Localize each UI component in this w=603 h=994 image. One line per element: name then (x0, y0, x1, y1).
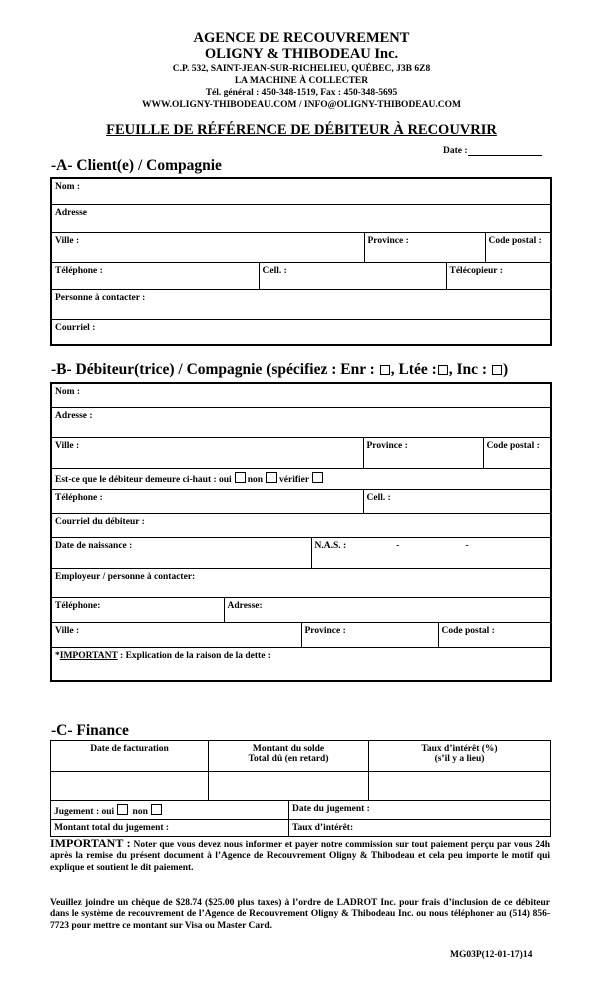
employer-postal-field[interactable]: Code postal : (438, 622, 551, 647)
debtor-table (50, 382, 552, 682)
agency-web: WWW.OLIGNY-THIBODEAU.COM / INFO@OLIGNY-THIBODEAU.COM (142, 100, 461, 110)
client-fax-field[interactable]: Télécopieur : (446, 262, 551, 289)
section-c-title: -C- Finance (51, 722, 129, 739)
debtor-postal-field[interactable]: Code postal : (483, 437, 551, 468)
agency-address: C.P. 532, SAINT-JEAN-SUR-RICHELIEU, QUÉBEC, J3B 6Z8 (172, 64, 431, 74)
lives-no-label: non (247, 474, 264, 485)
client-province-field[interactable]: Province : (364, 232, 485, 262)
finance-table (50, 740, 551, 837)
sin-dash-1: - (396, 540, 400, 551)
interest-header (369, 741, 551, 772)
interest-header-2: (s’il y a lieu) (434, 754, 485, 764)
debtor-city-field[interactable]: Ville : (51, 437, 363, 468)
debtor-email-field[interactable]: Courriel du débiteur : (51, 513, 551, 537)
agency-name: AGENCE DE RECOUVREMENT (193, 30, 410, 46)
ltee-label: , Ltée : (390, 361, 437, 378)
billing-date-field[interactable] (51, 772, 209, 801)
enr-checkbox[interactable] (380, 365, 390, 375)
judgment-date-field[interactable]: Date du jugement : (289, 801, 551, 820)
sin-dash-2: - (465, 540, 469, 551)
form-code: MG03P(12-01-17)14 (450, 950, 533, 960)
client-cell-field[interactable]: Cell. : (259, 262, 446, 289)
agency-slogan: LA MACHINE À COLLECTER (234, 76, 369, 86)
balance-header-1: Montant du solde (252, 744, 325, 754)
lives-verify-label: vérifier (279, 474, 310, 485)
employer-province-field[interactable]: Province : (301, 622, 438, 647)
client-contact-field[interactable]: Personne à contacter : (51, 289, 551, 319)
section-b-title (51, 361, 508, 379)
section-b-close: ) (502, 361, 509, 378)
inc-label: , Inc : (448, 361, 488, 378)
company-name: OLIGNY & THIBODEAU Inc. (204, 46, 399, 62)
debt-reason-field[interactable] (51, 647, 551, 681)
important-notice (50, 838, 550, 874)
client-table (50, 177, 552, 346)
judgment-row (51, 801, 289, 820)
client-address-field[interactable]: Adresse (51, 204, 551, 232)
form-title: FEUILLE DE RÉFÉRENCE DE DÉBITEUR À RECOUVRIR (106, 122, 497, 138)
lives-no-checkbox[interactable] (266, 472, 277, 483)
debtor-sin-field[interactable] (311, 537, 551, 568)
lives-yes-checkbox[interactable] (235, 472, 246, 483)
debt-reason-important: IMPORTANT (59, 650, 118, 661)
section-a-title: -A- Client(e) / Compagnie (51, 157, 222, 174)
client-phone-field[interactable]: Téléphone : (51, 262, 259, 289)
judgment-amount-field[interactable]: Montant total du jugement : (51, 820, 289, 837)
debtor-name-field[interactable]: Nom : (51, 383, 551, 407)
debtor-employer-field[interactable]: Employeur / personne à contacter: (51, 568, 551, 597)
billing-date-header: Date de facturation (51, 741, 209, 772)
section-b-title-start: -B- Débiteur(trice) / Compagnie (spécifiez : Enr : (51, 361, 375, 378)
balance-header-2: Total dû (en retard) (248, 754, 329, 764)
client-name-field[interactable]: Nom : (51, 178, 551, 204)
date-label: Date : (443, 146, 468, 156)
client-postal-field[interactable]: Code postal : (485, 232, 551, 262)
debtor-lives-row (51, 468, 551, 489)
lives-verify-checkbox[interactable] (312, 472, 323, 483)
client-city-field[interactable]: Ville : (51, 232, 364, 262)
judgment-interest-field[interactable]: Taux d’intérêt: (289, 820, 551, 837)
judgment-yes-checkbox[interactable] (117, 804, 128, 815)
date-field[interactable] (443, 146, 542, 156)
employer-city-field[interactable]: Ville : (51, 622, 301, 647)
interest-field[interactable] (369, 772, 551, 801)
ltee-checkbox[interactable] (438, 365, 448, 375)
judgment-yes-label: Jugement : oui (54, 807, 115, 817)
judgment-no-label: non (132, 807, 148, 817)
debtor-province-field[interactable]: Province : (363, 437, 483, 468)
debtor-lives-question: Est-ce que le débiteur demeure ci-haut : oui (55, 474, 232, 485)
debtor-birthdate-field[interactable]: Date de naissance : (51, 537, 311, 568)
important-notice-text: Noter que vous devez nous informer et payer notre commission sur tout paiement perçu par vous 24h après la remise du présent document à l’Agence de Recouvrement Oligny & Thibodeau et cela peu importe le motif qui explique et soutient le dit paiement. (50, 840, 550, 873)
sin-label: N.A.S. : (314, 540, 347, 551)
employer-address-field[interactable]: Adresse: (224, 597, 551, 622)
debtor-phone-field[interactable]: Téléphone : (51, 489, 363, 513)
important-notice-label: IMPORTANT : (50, 836, 131, 850)
client-email-field[interactable]: Courriel : (51, 319, 551, 345)
debtor-cell-field[interactable]: Cell. : (363, 489, 551, 513)
balance-header (209, 741, 369, 772)
debt-reason-label: : Explication de la raison de la dette : (117, 650, 271, 661)
balance-field[interactable] (209, 772, 369, 801)
employer-phone-field[interactable]: Téléphone: (51, 597, 224, 622)
debtor-address-field[interactable]: Adresse : (51, 407, 551, 437)
agency-phones: Tél. général : 450-348-1519, Fax : 450-348-5695 (205, 88, 398, 98)
inc-checkbox[interactable] (492, 365, 502, 375)
debt-reason-star: * (55, 650, 60, 661)
judgment-no-checkbox[interactable] (151, 804, 162, 815)
cheque-notice: Veuillez joindre un chèque de $28.74 ($25.00 plus taxes) à l’ordre de LADROT Inc. pour frais d’inclusion de ce débiteur dans le système de recouvrement de l’Agence de Recouvrement Oligny & Thibodeau Inc. ou nous téléphoner au (514) 856-7723 pour mettre ce montant sur Visa ou Master Card. (50, 898, 550, 931)
interest-header-1: Taux d’intérêt (%) (421, 744, 498, 754)
